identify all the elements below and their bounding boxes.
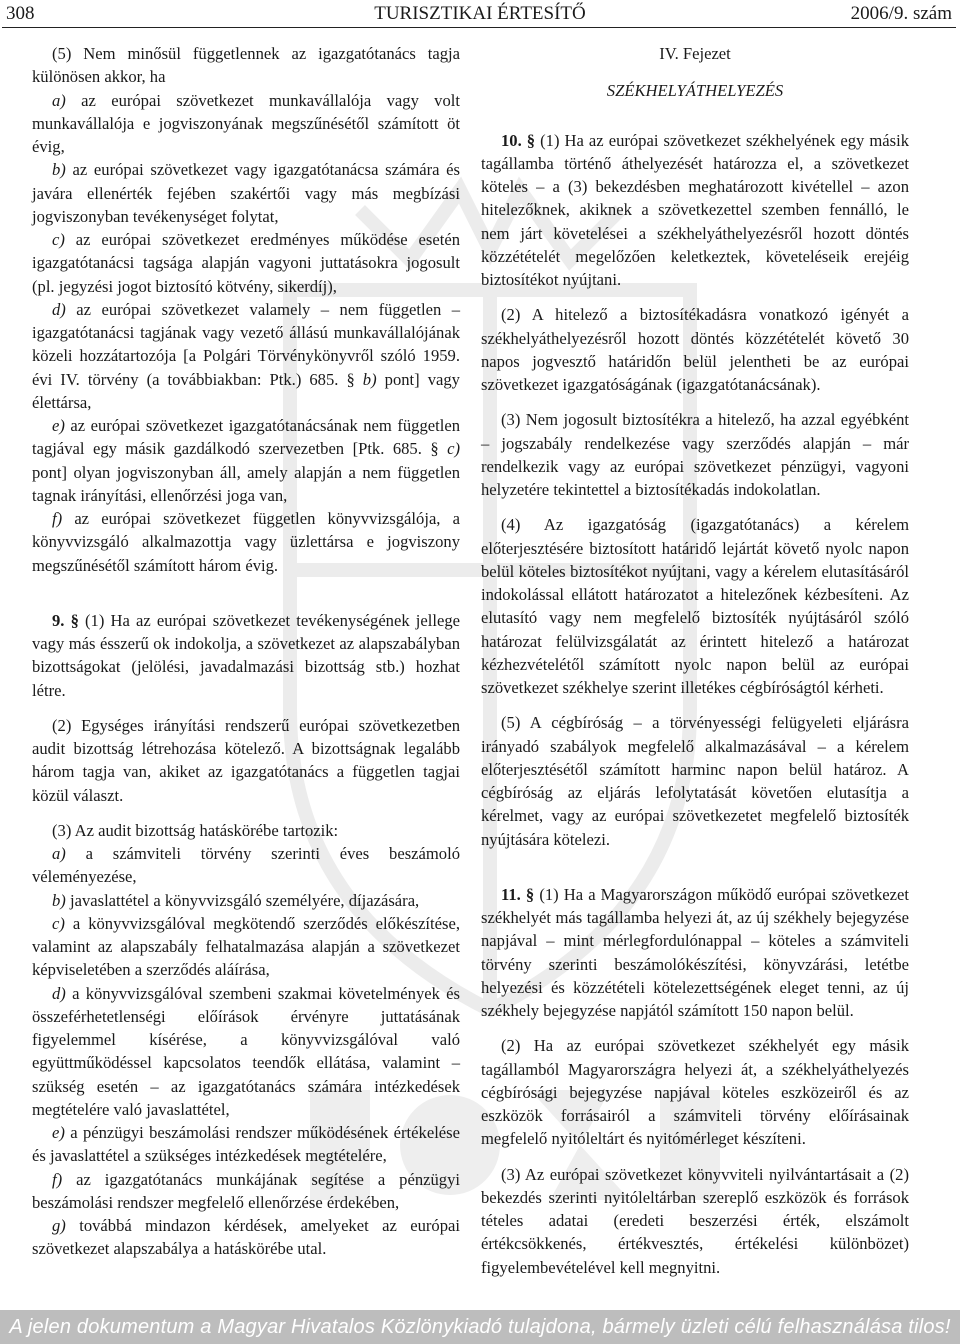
list-item: e) a pénzügyi beszámolási rendszer működésének értékelése és javaslattétel a szükséges intézkedések megtételére, (32, 1123, 460, 1166)
paragraph: (3) Az audit bizottság hatáskörébe tartozik: (52, 820, 339, 840)
section-title: SZÉKHELYÁTHELYEZÉS (606, 81, 784, 101)
paragraph: (4) Az igazgatóság (igazgatótanács) a kérelem előterjesztésére biztosított határidő lejártát követő nyolc napon belül köteles biztosítékot nyújtani, vagy a kérelem elutasításáról indokolással ellátott határozatot a hitelezőnek kézbesíteni. Az elutasító vagy nem megfelelő biztosíték nyújtásáról szóló határozat felülvizsgálatát az érintett hitelező a határozat kézhezvételétől számított nyolc napon belül az európai szövetkezet székhelye szerint illetékes cégbíróságtól kérheti. (481, 515, 909, 697)
list-item: b) az európai szövetkezet vagy igazgatótanácsa számára és javára ellenérték fejében szakértői vagy más megbízási jogviszonyban tevékenységet folytat, (32, 160, 460, 226)
header-rule (2, 27, 956, 28)
copyright-footer: A jelen dokumentum a Magyar Hivatalos Közlönykiadó tulajdona, bármely üzleti célú felhasználása tilos! (0, 1310, 960, 1344)
list-item: g) továbbá mindazon kérdések, amelyeket az európai szövetkezet alapszabálya a hatáskörébe utal. (32, 1216, 460, 1259)
list-item: a) az európai szövetkezet munkavállalója vagy volt munkavállalója e jogviszonyának megszűnésétől számított öt évig, (32, 90, 460, 156)
list-item: e) az európai szövetkezet igazgatótanácsának nem független tagjával egy másik gazdálkodó szervezetben [Ptk. 685. § c) pont] olyan jogviszonyban áll, amely alapján a nem független tagnak irányítási, ellenőrzési joga van, (32, 416, 460, 505)
section-11: 11. § (1) Ha a Magyarországon működő európai szövetkezet székhelyét más tagállamba helyezi át, az új székhely bejegyzése napjával – mint mérlegfordulónappal – köteles a számviteli törvény szerinti beszámolókészítési, könyvzárási, letétbe helyezési és közzétételi kötelezettségének eleget tenni, az új székhely bejegyzése napjától számított 150 napon belül. (481, 884, 909, 1020)
section-9: 9. § (1) Ha az európai szövetkezet tevékenységének jellege vagy más ésszerű ok indokolja, a szövetkezet az alapszabályban bizottságokat (jelölési, javadalmazási bizottság stb.) hozhat létre. (32, 610, 460, 700)
section-10: 10. § (1) Ha az európai szövetkezet székhelyének egy másik tagállamba történő áthelyezését határozza el, a szövetkezet köteles – a (3) bekezdésben meghatározott kivétellel – azon hitelezőknek, akiknek a szövetkezettel szemben fennálló, le nem járt követelései a székhelyáthelyezésről hozott döntés közzétételét megelőzően keletkeztek, követeléseik erejéig biztosítékot nyújtani. (481, 130, 910, 289)
paragraph: (5) Nem minősül függetlennek az igazgatótanács tagja különösen akkor, ha (32, 44, 460, 87)
page-header (4, 2, 956, 28)
list-item: d) az európai szövetkezet valamely – nem független – igazgatótanácsi tagjának vagy vezető állású munkavállalójának közeli hozzátartozója [a Polgári Törvénykönyvről szóló 1959. évi IV. törvény (a továbbiakban: Ptk.) 685. § b) pont] vagy élettársa, (32, 299, 460, 412)
left-column (32, 42, 460, 1261)
list-item: d) a könyvvizsgálóval szembeni szakmai követelmények és összeférhetetlenségi előírások érvényre juttatásának figyelemmel kísérése, a könyvvizsgálóval való együttműködéssel kapcsolatos teendők ellátása, valamint – szükség esetén – az igazgatótanács számára intézkedések megtételére való javaslattétel, (32, 983, 460, 1119)
list-item: c) az európai szövetkezet eredményes működése esetén igazgatótanácsi tagsága alapján vagyoni juttatásokra jogosult (pl. jegyzési jogot biztosító kötvény, sikerdíj), (32, 230, 460, 296)
paragraph: (2) A hitelező a biztosítékadásra vonatkozó igényét a székhelyáthelyezésről hozott döntés közzétételét követő 30 napos jogvesztő határidőn belül jelentheti be az európai szövetkezet igazgatóságának (igazgatótanácsának). (481, 305, 909, 394)
list-item: b) javaslattétel a könyvvizsgáló személyére, díjazására, (52, 890, 420, 910)
paragraph: (5) A cégbíróság – a törvényességi felügyeleti eljárásra irányadó szabályok megfelelő alkalmazásával – a kérelem előterjesztésétől számított harminc napon belül határoz. A cégbíróság az eljárás lefolytatását követően elutasítja a kérelmet, vagy az európai szövetkezetet megfelelő biztosíték nyújtására kötelezi. (481, 713, 909, 849)
paragraph: (3) Az európai szövetkezet könyvviteli nyilvántartásait a (2) bekezdés szerinti nyitóleltárban szereplő eszközök és források tételes adatai (eredeti beszerzési érték, elszámolt értékcsökkenés, értékvesztés, értékelési különbözet) figyelembevételével kell megnyitni. (481, 1164, 909, 1277)
paragraph: (2) Egységes irányítási rendszerű európai szövetkezetben audit bizottság létrehozása kötelező. A bizottságnak legalább három tagja van, akiket az igazgatótanács a független tagjai közül választ. (32, 715, 460, 805)
paragraph: (3) Nem jogosult biztosítékra a hitelező, ha azzal egyébként – jogszabály rendelkezése vagy szerződés alapján – már rendelkezik vagy az európai szövetkezet pénzügyi, vagyoni helyzetére tekintettel a biztosítékadás indokolatlan. (481, 410, 909, 499)
list-item: a) a számviteli törvény szerinti éves beszámoló véleményezése, (32, 844, 460, 887)
issue-number: 2006/9. szám (850, 3, 952, 24)
journal-title: TURISZTIKAI ÉRTESÍTŐ (374, 3, 586, 24)
list-item: c) a könyvvizsgálóval megkötendő szerződés előkészítése, valamint az alapszabály felhatalmazása alapján a szövetkezet képviseletében a szerződés aláírása, (32, 913, 460, 980)
page-number: 308 (6, 3, 35, 24)
paragraph: (2) Ha az európai szövetkezet székhelyét egy másik tagállamból Magyarországra helyezi át, a székhelyáthelyezés cégbírósági bejegyzése napjával köteles eszközeiről és az eszközök forrásairól a számviteli törvény előírásainak megfelelő nyitóleltárt és nyitómérleget készíteni. (481, 1036, 909, 1149)
list-item: f) az európai szövetkezet független könyvvizsgálója, a könyvvizsgáló alkalmazottja vagy üzlettársa e jogviszony megszűnésétől számított három évig. (32, 509, 460, 575)
right-column (481, 42, 909, 1279)
chapter-heading: IV. Fejezet (659, 44, 731, 63)
list-item: f) az igazgatótanács munkájának segítése a pénzügyi beszámolási rendszer megfelelő ellenőrzése érdekében, (32, 1169, 460, 1212)
